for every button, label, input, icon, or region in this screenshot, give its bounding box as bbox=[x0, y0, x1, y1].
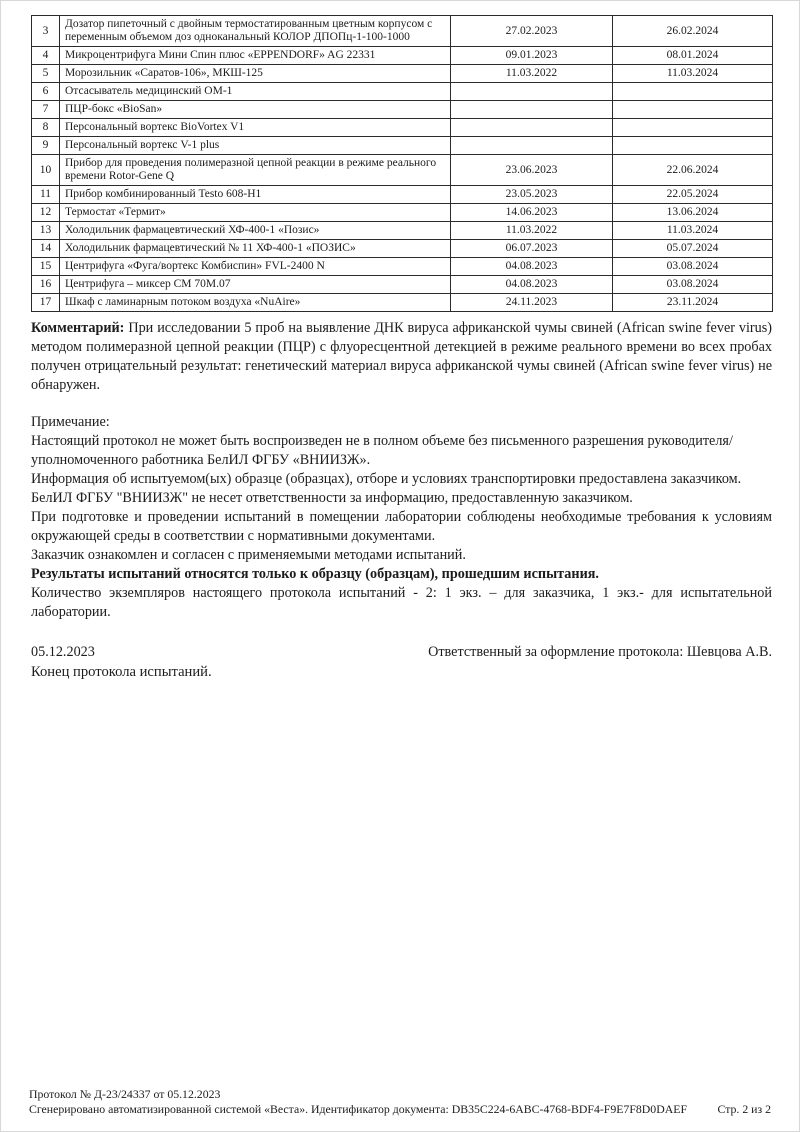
table-row bbox=[32, 240, 773, 258]
row-number: 13 bbox=[32, 222, 60, 240]
verification-date: 04.08.2023 bbox=[451, 276, 613, 294]
equipment-name: Дозатор пипеточный с двойным термостатированным цветным корпусом с переменным объемом доз одноканальный КОЛОР ДПОПц-1-100-1000 bbox=[60, 16, 451, 47]
table-row bbox=[32, 137, 773, 155]
document-content bbox=[31, 15, 772, 682]
table-row bbox=[32, 294, 773, 312]
table-row bbox=[32, 258, 773, 276]
verification-date: 23.06.2023 bbox=[451, 155, 613, 186]
row-number: 10 bbox=[32, 155, 60, 186]
footer-generated-info: Сгенерировано автоматизированной системой «Веста». Идентификатор документа: DB35C224-6ABC-4768-BDF4-F9E7F8D0DAEF bbox=[29, 1102, 688, 1116]
table-row bbox=[32, 276, 773, 294]
verification-date bbox=[451, 101, 613, 119]
row-number: 9 bbox=[32, 137, 60, 155]
valid-until-date: 11.03.2024 bbox=[613, 222, 773, 240]
row-number: 14 bbox=[32, 240, 60, 258]
note-paragraph-3: БелИЛ ФГБУ "ВНИИЗЖ" не несет ответственности за информацию, предоставленную заказчиком. bbox=[31, 490, 633, 506]
equipment-name: Центрифуга «Фуга/вортекс Комбиспин» FVL-2400 N bbox=[60, 258, 451, 276]
equipment-name: Морозильник «Саратов-106», МКШ-125 bbox=[60, 65, 451, 83]
row-number: 4 bbox=[32, 47, 60, 65]
equipment-name: Персональный вортекс V-1 plus bbox=[60, 137, 451, 155]
row-number: 11 bbox=[32, 186, 60, 204]
valid-until-date: 11.03.2024 bbox=[613, 65, 773, 83]
note-paragraph-copies: Количество экземпляров настоящего протокола испытаний - 2: 1 экз. – для заказчика, 1 экз.- для испытательной лаборатории. bbox=[31, 585, 772, 620]
footer-page-number: Стр. 2 из 2 bbox=[717, 1102, 771, 1116]
equipment-name: ПЦР-бокс «BioSan» bbox=[60, 101, 451, 119]
row-number: 17 bbox=[32, 294, 60, 312]
equipment-name: Холодильник фармацевтический ХФ-400-1 «Позис» bbox=[60, 222, 451, 240]
valid-until-date bbox=[613, 83, 773, 101]
valid-until-date: 03.08.2024 bbox=[613, 258, 773, 276]
page-footer bbox=[29, 1087, 771, 1117]
row-number: 16 bbox=[32, 276, 60, 294]
row-number: 3 bbox=[32, 16, 60, 47]
comment-label: Комментарий: bbox=[31, 320, 125, 336]
valid-until-date: 23.11.2024 bbox=[613, 294, 773, 312]
note-paragraph-2: Информация об испытуемом(ых) образце (образцах), отборе и условиях транспортировки предоставлена заказчиком. bbox=[31, 471, 742, 487]
row-number: 6 bbox=[32, 83, 60, 101]
table-row bbox=[32, 101, 773, 119]
verification-date bbox=[451, 83, 613, 101]
footer-second-row bbox=[29, 1102, 771, 1117]
table-row bbox=[32, 222, 773, 240]
row-number: 12 bbox=[32, 204, 60, 222]
equipment-table-body bbox=[32, 16, 773, 312]
equipment-table bbox=[31, 15, 773, 312]
verification-date: 27.02.2023 bbox=[451, 16, 613, 47]
equipment-name: Микроцентрифуга Мини Спин плюс «EPPENDORF» AG 22331 bbox=[60, 47, 451, 65]
valid-until-date bbox=[613, 119, 773, 137]
note-paragraph-1: Настоящий протокол не может быть воспроизведен не в полном объеме без письменного разрешения руководителя/уполномоченного работника БелИЛ ФГБУ «ВНИИЗЖ». bbox=[31, 433, 733, 468]
verification-date: 11.03.2022 bbox=[451, 65, 613, 83]
valid-until-date: 05.07.2024 bbox=[613, 240, 773, 258]
table-row bbox=[32, 155, 773, 186]
verification-date: 06.07.2023 bbox=[451, 240, 613, 258]
equipment-name: Центрифуга – миксер СМ 70М.07 bbox=[60, 276, 451, 294]
equipment-name: Термостат «Термит» bbox=[60, 204, 451, 222]
valid-until-date: 08.01.2024 bbox=[613, 47, 773, 65]
row-number: 7 bbox=[32, 101, 60, 119]
valid-until-date: 03.08.2024 bbox=[613, 276, 773, 294]
verification-date bbox=[451, 119, 613, 137]
table-row bbox=[32, 65, 773, 83]
valid-until-date: 22.05.2024 bbox=[613, 186, 773, 204]
equipment-name: Прибор комбинированный Testo 608-H1 bbox=[60, 186, 451, 204]
verification-date: 09.01.2023 bbox=[451, 47, 613, 65]
valid-until-date bbox=[613, 137, 773, 155]
comment-text: При исследовании 5 проб на выявление ДНК вируса африканской чумы свиней (African swine fever virus) методом полимеразной цепной реакции (ПЦР) с флуоресцентной детекцией в режиме реального времени во всех пробах получен отрицательный результат: генетический материал вируса африканской чумы свиней (African swine fever virus) не обнаружен. bbox=[31, 320, 772, 393]
note-paragraph-4: При подготовке и проведении испытаний в помещении лаборатории соблюдены необходимые требования к условиям окружающей среды в соответствии с нормативными документами. bbox=[31, 509, 772, 544]
table-row bbox=[32, 47, 773, 65]
valid-until-date: 26.02.2024 bbox=[613, 16, 773, 47]
equipment-name: Холодильник фармацевтический № 11 ХФ-400-1 «ПОЗИС» bbox=[60, 240, 451, 258]
equipment-name: Шкаф с ламинарным потоком воздуха «NuAire» bbox=[60, 294, 451, 312]
equipment-name: Прибор для проведения полимеразной цепной реакции в режиме реального времени Rotor-Gene Q bbox=[60, 155, 451, 186]
signoff-row bbox=[31, 643, 772, 662]
row-number: 15 bbox=[32, 258, 60, 276]
verification-date: 23.05.2023 bbox=[451, 186, 613, 204]
equipment-name: Персональный вортекс BioVortex V1 bbox=[60, 119, 451, 137]
verification-date: 14.06.2023 bbox=[451, 204, 613, 222]
comment-paragraph bbox=[31, 319, 772, 395]
table-row bbox=[32, 186, 773, 204]
verification-date bbox=[451, 137, 613, 155]
note-paragraph-5: Заказчик ознакомлен и согласен с применяемыми методами испытаний. bbox=[31, 547, 466, 563]
verification-date: 24.11.2023 bbox=[451, 294, 613, 312]
row-number: 5 bbox=[32, 65, 60, 83]
footer-protocol-number: Протокол № Д-23/24337 от 05.12.2023 bbox=[29, 1087, 221, 1101]
valid-until-date bbox=[613, 101, 773, 119]
table-row bbox=[32, 204, 773, 222]
row-number: 8 bbox=[32, 119, 60, 137]
verification-date: 04.08.2023 bbox=[451, 258, 613, 276]
verification-date: 11.03.2022 bbox=[451, 222, 613, 240]
equipment-name: Отсасыватель медицинский ОМ-1 bbox=[60, 83, 451, 101]
table-row bbox=[32, 119, 773, 137]
valid-until-date: 22.06.2024 bbox=[613, 155, 773, 186]
table-row bbox=[32, 16, 773, 47]
responsible-person: Ответственный за оформление протокола: Шевцова А.В. bbox=[428, 644, 772, 660]
protocol-date: 05.12.2023 bbox=[31, 644, 95, 660]
note-paragraph-results: Результаты испытаний относятся только к образцу (образцам), прошедшим испытания. bbox=[31, 566, 599, 582]
notes-title: Примечание: bbox=[31, 414, 110, 430]
end-of-protocol-line: Конец протокола испытаний. bbox=[31, 664, 212, 680]
table-row bbox=[32, 83, 773, 101]
valid-until-date: 13.06.2024 bbox=[613, 204, 773, 222]
